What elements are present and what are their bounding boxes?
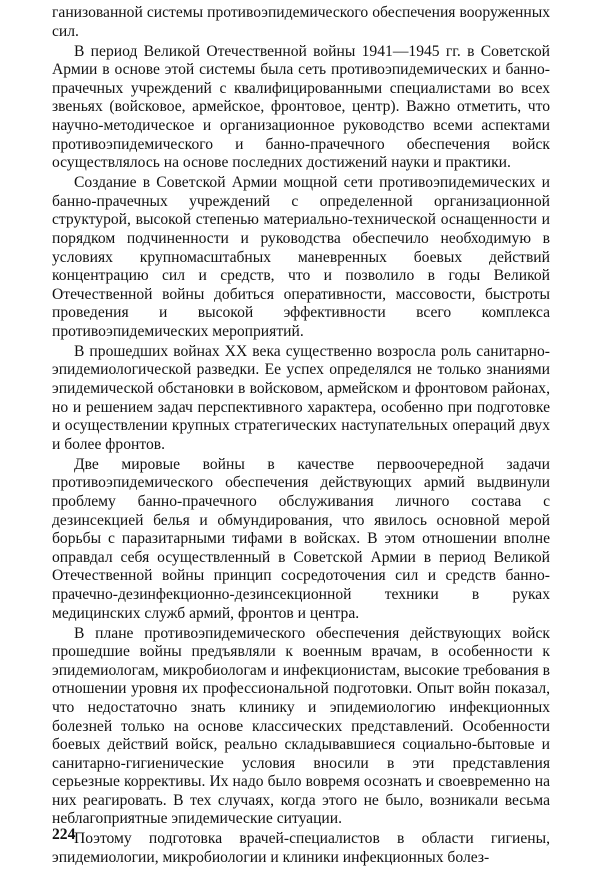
paragraph-great-patriotic-war-system: В период Великой Отечественной войны 1941—1945 гг. в Советской Армии в основе этой системы была сеть противоэпидемических и банно-прачечных учреждений с квалифицированными специалистами во всех звеньях (войсковое, армейское, фронтовое, центр). Важно отметить, что научно-методическое и организационное руководство всеми аспектами противоэпидемического и банно-прачечного обеспечения войск осуществлялось на основе последних достижений науки и практики. xyxy=(52,42,550,172)
paragraph-continuation: ганизованной системы противоэпидемического обеспечения вооруженных сил. xyxy=(52,4,550,40)
paragraph-sanitary-reconnaissance: В прошедших войнах XX века существенно возросла роль санитарно-эпидемиологической разведки. Ее успех определялся не только знаниями эпидемической обстановки в войсковом, армейском и фронтовом районах, но и решением задач перспективного характера, особенно при подготовке и осуществлении крупных стратегических наступательных операций двух и более фронтов. xyxy=(52,342,550,453)
page-number: 224 xyxy=(52,826,76,843)
paragraph-physician-requirements: В плане противоэпидемического обеспечения действующих войск прошедшие войны предъявляли к военным врачам, в особенности к эпидемиологам, микробиологам и инфекционистам, высокие требования в отношении уровня их профессиональной подготовки. Опыт войн показал, что недостаточно знать клинику и эпидемиологию инфекционных болезней только на основе классических представлений. Особенности боевых действий войск, реально складывавшиеся социально-бытовые и санитарно-гигиенические условия вносили в эти представления серьезные коррективы. Их надо было вовремя осознать и своевременно на них реагировать. В тех случаях, когда этого не было, возникали весьма неблагоприятные эпидемические ситуации. xyxy=(52,624,550,828)
paragraph-world-wars-bath-laundry: Две мировые войны в качестве первоочередной задачи противоэпидемического обеспечения действующих армий выдвинули проблему банно-прачечного обслуживания личного состава с дезинсекцией белья и обмундирования, что явилось основной мерой борьбы с паразитарными тифами в войсках. В этом отношении вполне оправдал себя осуществленный в Советской Армии в период Великой Отечественной войны принцип сосредоточения сил и средств банно-прачечно-дезинфекционно-дезинсекционной техники в руках медицинских служб армий, фронтов и центра. xyxy=(52,455,550,622)
page-text xyxy=(52,4,550,868)
paragraph-network-creation: Создание в Советской Армии мощной сети противоэпидемических и банно-прачечных учреждений с определенной организационной структурой, высокой степенью материально-технической оснащенности и порядком подчиненности и руководства обеспечило необходимую в условиях крупномасштабных маневренных боевых действий концентрацию сил и средств, что и позволило в годы Великой Отечественной войны добиться оперативности, массовости, быстроты проведения и высокой эффективности всего комплекса противоэпидемических мероприятий. xyxy=(52,174,550,340)
paragraph-specialist-training: Поэтому подготовка врачей-специалистов в области гигиены, эпидемиологии, микробиологии и клиники инфекционных болез- xyxy=(52,830,550,867)
